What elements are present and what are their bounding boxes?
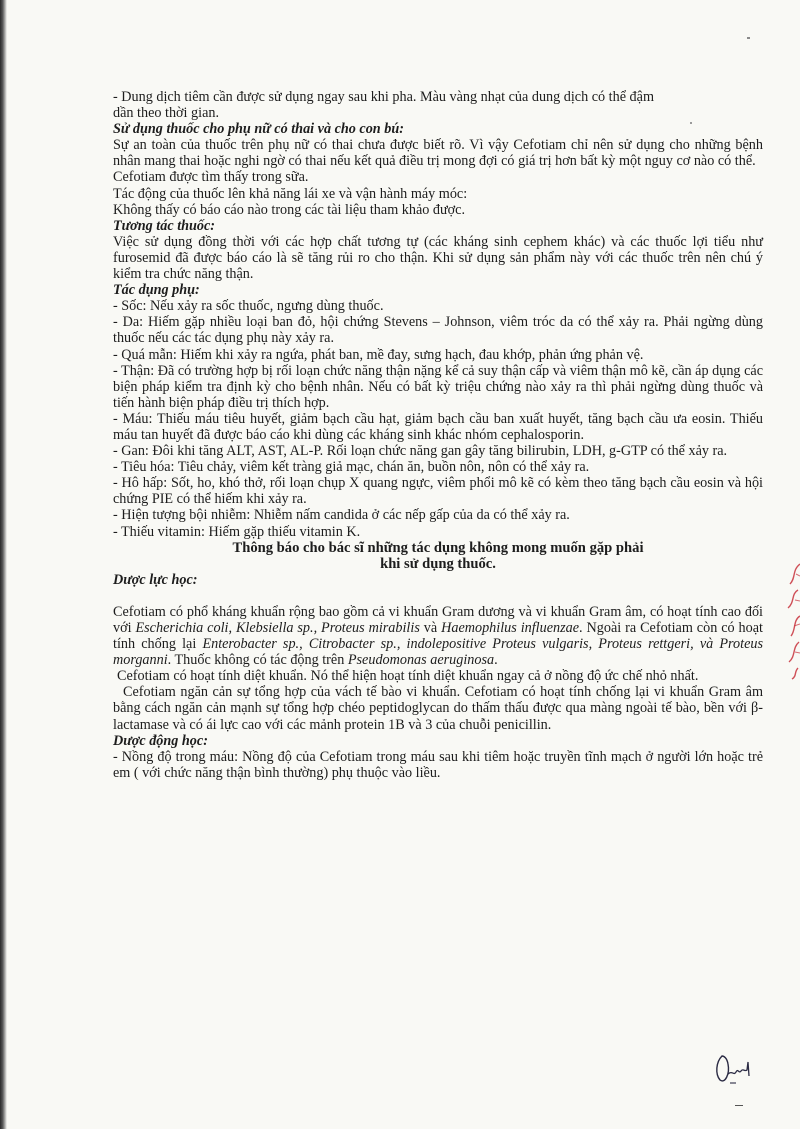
notice-line-2: khi sử dụng thuốc. <box>380 555 496 572</box>
paragraph-driving-title: Tác động của thuốc lên khả năng lái xe và vận hành máy móc: <box>113 185 468 202</box>
species-names: Enterobacter sp., Citrobacter sp., indolepositive Proteus vulgaris, Proteus rettgeri, và Proteus morganni <box>113 636 763 669</box>
text-run: . <box>494 652 498 669</box>
scan-edge-shadow <box>0 0 7 1129</box>
blank-line <box>113 588 763 604</box>
stamp-fragment-icon <box>782 560 800 680</box>
paragraph-bactericidal: Cefotiam có hoạt tính diệt khuẩn. Nó thể hiện hoạt tính diệt khuẩn ngay cả ở nồng độ ức chế nhỏ nhất. <box>117 668 699 685</box>
paragraph-mechanism: Cefotiam ngăn cản sự tổng hợp của vách tế bào vi khuẩn. Cefotiam có hoạt tính chống lại vi khuẩn Gram âm bằng cách ngăn cản mạnh sự tổng hợp chéo peptidoglycan do thấm thấu được qua màng ngoài tế bào, bền với β-lactamase và có ái lực cao với các mảnh protein 1B và 3 của chuỗi penicillin. <box>113 684 763 733</box>
side-effect-superinfection: - Hiện tượng bội nhiễm: Nhiễm nấm candida ở các nếp gấp của da có thể xảy ra. <box>113 507 570 524</box>
species-name: Haemophilus influenzae <box>441 620 580 636</box>
paragraph-interaction: Việc sử dụng đồng thời với các hợp chất tương tự (các kháng sinh cephem khác) và các thuốc lợi tiểu như furosemid đã được báo cáo là sẽ tăng rủi ro cho thận. Khi sử dụng sản phẩm này với các thuốc trên nên chú ý kiểm tra chức năng thận. <box>113 233 763 283</box>
side-effect-vitamin: - Thiếu vitamin: Hiếm gặp thiếu vitamin K. <box>113 523 361 540</box>
scan-speck <box>690 122 692 124</box>
heading-pharmacodynamics: Dược lực học: <box>113 571 198 588</box>
handwritten-initials-icon <box>712 1052 760 1086</box>
document-body <box>113 89 763 781</box>
paragraph-blood-concentration: - Nồng độ trong máu: Nồng độ của Cefotiam trong máu sau khi tiêm hoặc truyền tĩnh mạch ở người lớn hoặc trẻ em ( với chức năng thận bình thường) phụ thuộc vào liều. <box>113 748 763 781</box>
paragraph-pregnancy-safety: Sự an toàn của thuốc trên phụ nữ có thai chưa được biết rõ. Vì vậy Cefotiam chỉ nên sử dụng cho những bệnh nhân mang thai hoặc nghi ngờ có thai nếu kết quả điều trị mong đợi có giá trị hơn bất kỳ một nguy cơ nào có thể. <box>113 137 763 170</box>
side-effect-blood: - Máu: Thiếu máu tiêu huyết, giảm bạch cầu hạt, giảm bạch cầu ban xuất huyết, tăng bạch cầu ưa eosin. Thiếu máu tan huyết đã được báo cáo khi dùng các kháng sinh khác nhóm cephalosporin. <box>113 410 763 443</box>
species-names: Escherichia coli, Klebsiella sp., Proteus mirabilis <box>135 620 420 636</box>
text-run: Cefotiam có phổ kháng khuẩn rộng bao gồm cả vi khuẩn Gram dương và vi khuẩn Gram âm, có hoạt tính cao đối với <box>113 603 763 636</box>
side-effect-liver: - Gan: Đôi khi tăng ALT, AST, AL-P. Rối loạn chức năng gan gây tăng bilirubin, LDH, g-GTP có thể xảy ra. <box>113 443 728 460</box>
side-effect-hypersensitivity: - Quá mẫn: Hiếm khi xảy ra ngứa, phát ban, mề đay, sưng hạch, đau khớp, phản ứng phản vệ. <box>113 346 644 363</box>
heading-pregnancy: Sử dụng thuốc cho phụ nữ có thai và cho con bú: <box>113 121 404 138</box>
text-run: và <box>419 620 442 636</box>
text-line: dần theo thời gian. <box>113 105 220 122</box>
heading-pharmacokinetics: Dược động học: <box>113 732 208 749</box>
paragraph-injection-note <box>113 89 763 121</box>
text-line: - Dung dịch tiêm cần được sử dụng ngay sau khi pha. Màu vàng nhạt của dung dịch có thể đậm <box>113 89 654 105</box>
paragraph-spectrum <box>113 604 763 668</box>
side-effect-skin: - Da: Hiếm gặp nhiều loại ban đỏ, hội chứng Stevens – Johnson, viêm tróc da có thể xảy ra. Phải ngừng dùng thuốc nếu các tác dụng phụ này xảy ra. <box>113 314 763 347</box>
paragraph-breast-milk: Cefotiam được tìm thấy trong sữa. <box>113 169 309 186</box>
paragraph-driving-note: Không thấy có báo cáo nào trong các tài liệu tham khảo được. <box>113 201 466 218</box>
side-effect-respiratory: - Hô hấp: Sốt, ho, khó thở, rối loạn chụp X quang ngực, viêm phổi mô kẽ có kèm theo tăng bạch cầu eosin và hội chứng PIE có thể hiếm khi xảy ra. <box>113 475 763 508</box>
scan-speck <box>747 37 750 39</box>
side-effect-kidney: - Thận: Đã có trường hợp bị rối loạn chức năng thận nặng kể cả suy thận cấp và viêm thận mô kẽ, cần áp dụng các biện pháp kiểm tra định kỳ cho bệnh nhân. Nếu có bất kỳ triệu chứng nào xảy ra thì phải ngừng dùng thuốc và tiến hành biện pháp điều trị thích hợp. <box>113 362 763 411</box>
side-effect-digestive: - Tiêu hóa: Tiêu chảy, viêm kết tràng giả mạc, chán ăn, buồn nôn, nôn có thể xảy ra. <box>113 459 590 476</box>
text-run: . Ngoài ra Cefotiam còn có hoạt tính chống lại <box>113 620 763 653</box>
text-run: . Thuốc không có tác động trên <box>167 652 348 669</box>
heading-side-effects: Tác dụng phụ: <box>113 282 200 299</box>
notice-line-1: Thông báo cho bác sĩ những tác dụng không mong muốn gặp phải <box>232 539 644 556</box>
scan-speck <box>735 1105 743 1106</box>
side-effect-shock: - Sốc: Nếu xảy ra sốc thuốc, ngưng dùng thuốc. <box>113 298 384 315</box>
heading-interaction: Tương tác thuốc: <box>113 217 216 234</box>
species-name: Pseudomonas aeruginosa <box>347 652 495 669</box>
